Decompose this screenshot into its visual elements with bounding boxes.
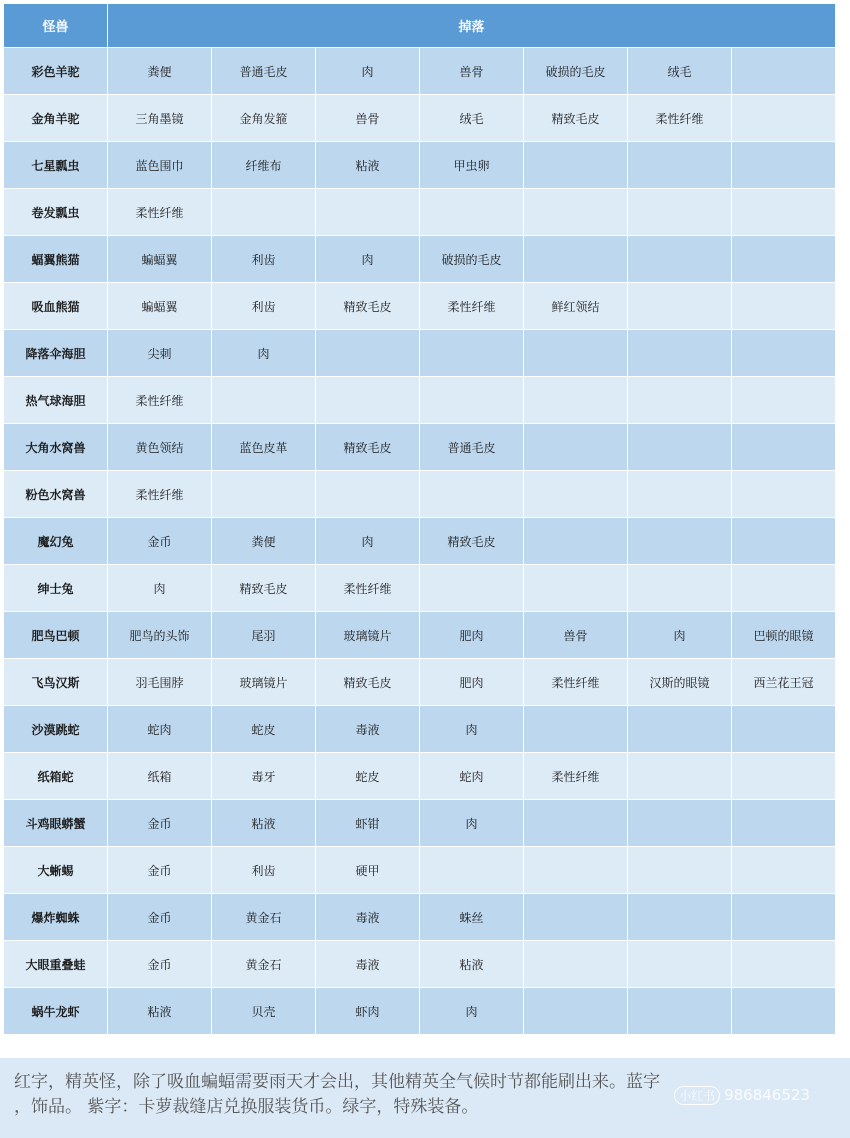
drop-cell: 精致毛皮 <box>420 518 524 565</box>
drop-cell <box>524 847 628 894</box>
drop-cell: 肥鸟的头饰 <box>108 612 212 659</box>
drop-cell <box>524 330 628 377</box>
drop-cell <box>628 800 732 847</box>
drop-cell: 肉 <box>628 612 732 659</box>
monster-name-cell: 纸箱蛇 <box>4 753 108 800</box>
drop-cell: 柔性纤维 <box>420 283 524 330</box>
drop-cell: 鲜红领结 <box>524 283 628 330</box>
drop-cell <box>732 95 836 142</box>
drop-cell <box>732 941 836 988</box>
monster-name-cell: 粉色水窝兽 <box>4 471 108 518</box>
drop-cell <box>628 236 732 283</box>
drop-cell: 毒液 <box>316 706 420 753</box>
drop-cell: 肥肉 <box>420 612 524 659</box>
drop-cell <box>316 330 420 377</box>
drop-cell <box>524 189 628 236</box>
table-row <box>4 95 836 142</box>
monster-name-cell: 斗鸡眼蟒蟹 <box>4 800 108 847</box>
table-row <box>4 424 836 471</box>
table-row <box>4 48 836 95</box>
drop-cell <box>732 988 836 1035</box>
drop-cell: 兽骨 <box>316 95 420 142</box>
drop-cell: 柔性纤维 <box>108 471 212 518</box>
drop-cell: 毒液 <box>316 894 420 941</box>
drop-cell <box>732 471 836 518</box>
drop-cell: 蛇肉 <box>108 706 212 753</box>
drop-cell <box>524 471 628 518</box>
drop-cell: 金币 <box>108 800 212 847</box>
drop-cell: 汉斯的眼镜 <box>628 659 732 706</box>
monster-name-cell: 卷发瓢虫 <box>4 189 108 236</box>
drop-cell: 金角发箍 <box>212 95 316 142</box>
drop-cell <box>524 518 628 565</box>
drop-cell <box>316 189 420 236</box>
monster-name-cell: 大眼重叠蛙 <box>4 941 108 988</box>
drop-cell: 利齿 <box>212 847 316 894</box>
monster-name-cell: 大蜥蜴 <box>4 847 108 894</box>
drop-cell <box>628 753 732 800</box>
drop-cell: 蛛丝 <box>420 894 524 941</box>
table-body <box>4 48 836 1035</box>
monster-name-cell: 热气球海胆 <box>4 377 108 424</box>
table-row <box>4 847 836 894</box>
drop-cell <box>524 706 628 753</box>
drop-cell <box>628 189 732 236</box>
drop-cell: 普通毛皮 <box>212 48 316 95</box>
drop-cell <box>628 894 732 941</box>
drop-cell: 甲虫卵 <box>420 142 524 189</box>
drop-cell: 柔性纤维 <box>108 189 212 236</box>
drop-cell: 肉 <box>316 236 420 283</box>
drop-cell <box>628 847 732 894</box>
drop-cell <box>212 189 316 236</box>
table-row <box>4 894 836 941</box>
monster-name-cell: 蝠翼熊猫 <box>4 236 108 283</box>
drop-cell: 蓝色围巾 <box>108 142 212 189</box>
drop-cell <box>524 988 628 1035</box>
drop-cell <box>628 142 732 189</box>
drop-cell <box>524 565 628 612</box>
drop-cell: 巴顿的眼镜 <box>732 612 836 659</box>
table-row <box>4 283 836 330</box>
drop-cell <box>420 377 524 424</box>
drop-cell <box>628 565 732 612</box>
monster-name-cell: 魔幻兔 <box>4 518 108 565</box>
drop-cell <box>732 377 836 424</box>
drop-cell: 金币 <box>108 518 212 565</box>
drop-cell <box>628 941 732 988</box>
table-row <box>4 518 836 565</box>
drop-cell <box>524 377 628 424</box>
drop-cell: 纸箱 <box>108 753 212 800</box>
table-row <box>4 330 836 377</box>
drop-cell <box>420 565 524 612</box>
drop-cell: 蓝色皮革 <box>212 424 316 471</box>
drop-cell: 精致毛皮 <box>524 95 628 142</box>
drop-cell <box>732 142 836 189</box>
drop-cell <box>732 330 836 377</box>
drop-cell: 蛇皮 <box>212 706 316 753</box>
drop-cell <box>732 800 836 847</box>
table-row <box>4 612 836 659</box>
table-row <box>4 377 836 424</box>
drop-cell <box>524 800 628 847</box>
drop-cell: 玻璃镜片 <box>316 612 420 659</box>
table-row <box>4 189 836 236</box>
drop-cell: 玻璃镜片 <box>212 659 316 706</box>
drop-cell <box>732 894 836 941</box>
drop-cell: 肉 <box>316 518 420 565</box>
monster-name-cell: 爆炸蜘蛛 <box>4 894 108 941</box>
monster-name-cell: 飞鸟汉斯 <box>4 659 108 706</box>
drop-cell: 虾钳 <box>316 800 420 847</box>
drop-cell <box>212 471 316 518</box>
table-row <box>4 941 836 988</box>
monster-name-cell: 沙漠跳蛇 <box>4 706 108 753</box>
monster-name-cell: 吸血熊猫 <box>4 283 108 330</box>
drop-cell <box>628 988 732 1035</box>
drop-cell: 绒毛 <box>628 48 732 95</box>
drop-cell: 柔性纤维 <box>524 753 628 800</box>
drop-cell: 蝙蝠翼 <box>108 283 212 330</box>
drop-cell: 蛇肉 <box>420 753 524 800</box>
drop-cell: 蝙蝠翼 <box>108 236 212 283</box>
drop-cell: 肉 <box>420 706 524 753</box>
drop-cell: 绒毛 <box>420 95 524 142</box>
note-line-2: ，饰品。 紫字：卡萝裁缝店兑换服装货币。绿字，特殊装备。 <box>14 1097 479 1117</box>
drop-cell <box>420 471 524 518</box>
drop-cell: 尾羽 <box>212 612 316 659</box>
table-row <box>4 471 836 518</box>
drop-cell <box>524 236 628 283</box>
watermark-id: 986846523 <box>724 1086 810 1104</box>
table-row <box>4 565 836 612</box>
header-monster: 怪兽 <box>4 4 108 48</box>
drop-cell: 三角墨镜 <box>108 95 212 142</box>
drop-cell: 粘液 <box>212 800 316 847</box>
drop-cell <box>420 847 524 894</box>
drop-cell: 肉 <box>420 800 524 847</box>
drop-cell <box>628 471 732 518</box>
monster-name-cell: 大角水窝兽 <box>4 424 108 471</box>
drop-cell <box>628 424 732 471</box>
monster-name-cell: 降落伞海胆 <box>4 330 108 377</box>
drop-cell <box>524 894 628 941</box>
drop-cell: 精致毛皮 <box>316 424 420 471</box>
drop-cell: 羽毛围脖 <box>108 659 212 706</box>
drop-cell <box>732 847 836 894</box>
drop-cell: 黄色领结 <box>108 424 212 471</box>
drop-cell <box>420 189 524 236</box>
drop-cell: 肉 <box>316 48 420 95</box>
drop-cell <box>316 471 420 518</box>
monster-name-cell: 金角羊驼 <box>4 95 108 142</box>
drop-cell: 兽骨 <box>524 612 628 659</box>
drop-cell: 精致毛皮 <box>316 283 420 330</box>
drop-cell: 柔性纤维 <box>524 659 628 706</box>
drop-cell: 肥肉 <box>420 659 524 706</box>
drop-cell <box>628 706 732 753</box>
drop-cell: 肉 <box>420 988 524 1035</box>
table-row <box>4 800 836 847</box>
monster-name-cell: 蜗牛龙虾 <box>4 988 108 1035</box>
drop-cell: 普通毛皮 <box>420 424 524 471</box>
drop-cell <box>524 424 628 471</box>
drop-cell: 兽骨 <box>420 48 524 95</box>
header-row <box>4 4 836 48</box>
table-row <box>4 659 836 706</box>
drop-cell <box>732 48 836 95</box>
drop-cell: 破损的毛皮 <box>524 48 628 95</box>
drop-cell <box>732 565 836 612</box>
drop-cell: 毒牙 <box>212 753 316 800</box>
drop-cell: 西兰花王冠 <box>732 659 836 706</box>
drop-cell <box>628 518 732 565</box>
header-drops: 掉落 <box>108 4 836 48</box>
drop-cell: 金币 <box>108 894 212 941</box>
drop-cell <box>212 377 316 424</box>
drop-cell <box>732 283 836 330</box>
drop-cell <box>732 189 836 236</box>
drop-cell <box>316 377 420 424</box>
drop-cell: 柔性纤维 <box>628 95 732 142</box>
drop-table <box>3 3 836 1035</box>
note-line-1: 红字，精英怪，除了吸血蝙蝠需要雨天才会出，其他精英全气候时节都能刷出来。蓝字 <box>14 1072 660 1092</box>
drop-cell: 金币 <box>108 847 212 894</box>
table-row <box>4 236 836 283</box>
monster-name-cell: 绅士兔 <box>4 565 108 612</box>
drop-cell: 黄金石 <box>212 894 316 941</box>
drop-cell: 虾肉 <box>316 988 420 1035</box>
drop-cell: 肉 <box>212 330 316 377</box>
drop-cell: 精致毛皮 <box>316 659 420 706</box>
table-row <box>4 706 836 753</box>
drop-cell: 粪便 <box>212 518 316 565</box>
drop-cell: 粪便 <box>108 48 212 95</box>
drop-cell: 黄金石 <box>212 941 316 988</box>
drop-cell: 柔性纤维 <box>108 377 212 424</box>
drop-cell: 毒液 <box>316 941 420 988</box>
drop-cell: 蛇皮 <box>316 753 420 800</box>
drop-cell <box>524 941 628 988</box>
drop-cell <box>524 142 628 189</box>
table-row <box>4 753 836 800</box>
monster-name-cell: 七星瓢虫 <box>4 142 108 189</box>
table-row <box>4 988 836 1035</box>
drop-cell <box>628 377 732 424</box>
drop-cell <box>732 424 836 471</box>
drop-cell: 尖刺 <box>108 330 212 377</box>
drop-cell <box>732 236 836 283</box>
drop-cell: 贝壳 <box>212 988 316 1035</box>
drop-cell: 肉 <box>108 565 212 612</box>
drop-cell: 金币 <box>108 941 212 988</box>
drop-cell: 精致毛皮 <box>212 565 316 612</box>
drop-cell <box>732 753 836 800</box>
watermark <box>674 1086 810 1105</box>
drop-cell <box>732 518 836 565</box>
drop-cell <box>420 330 524 377</box>
drop-cell <box>628 283 732 330</box>
drop-cell: 硬甲 <box>316 847 420 894</box>
table-row <box>4 142 836 189</box>
drop-cell: 利齿 <box>212 236 316 283</box>
monster-name-cell: 彩色羊驼 <box>4 48 108 95</box>
drop-cell <box>732 706 836 753</box>
drop-cell: 纤维布 <box>212 142 316 189</box>
drop-cell: 粘液 <box>108 988 212 1035</box>
drop-cell: 粘液 <box>316 142 420 189</box>
watermark-badge: 小红书 <box>674 1086 720 1105</box>
drop-cell: 粘液 <box>420 941 524 988</box>
drop-cell <box>628 330 732 377</box>
drop-cell: 柔性纤维 <box>316 565 420 612</box>
drop-cell: 破损的毛皮 <box>420 236 524 283</box>
drop-cell: 利齿 <box>212 283 316 330</box>
monster-name-cell: 肥鸟巴顿 <box>4 612 108 659</box>
